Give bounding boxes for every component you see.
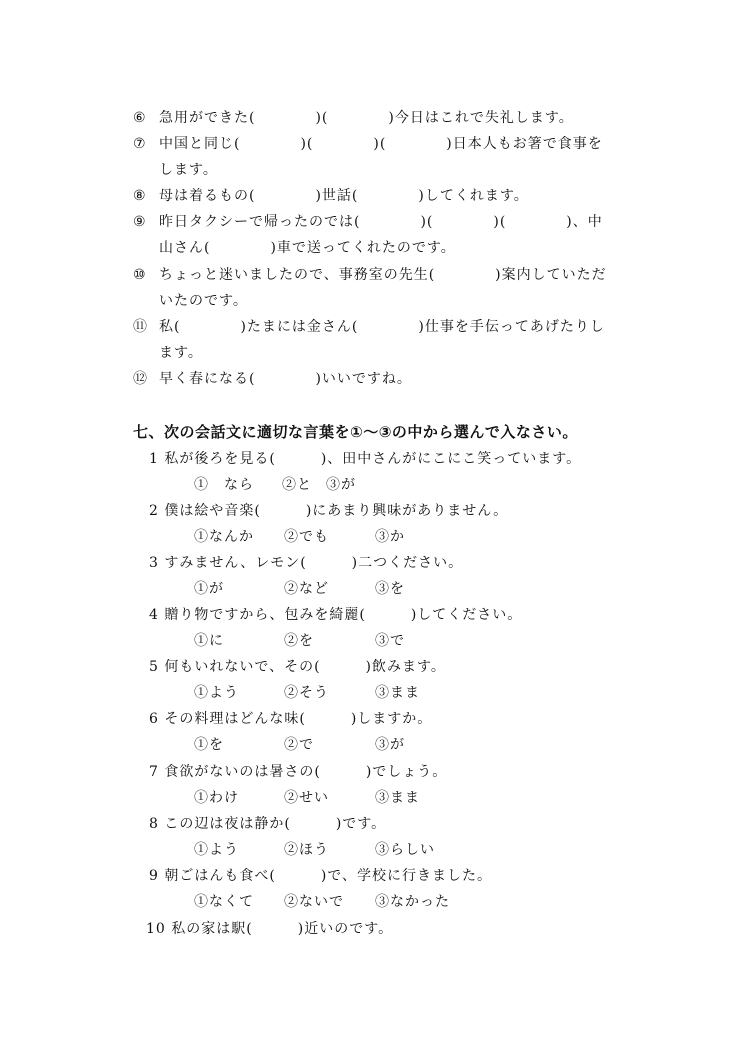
section-7-heading: 七、次の会話文に適切な言葉を①～③の中から選んで入なさい。 bbox=[133, 423, 578, 441]
item-9: ⑨ 昨日タクシーで帰ったのでは( )( )( )、中 bbox=[133, 214, 603, 230]
item-12: ⑫ 早く春になる( )いいですね。 bbox=[133, 371, 412, 387]
options-2: ①なんか ②でも ③か bbox=[194, 529, 405, 545]
options-7: ①わけ ②せい ③まま bbox=[194, 790, 420, 806]
question-8: 8 この辺は夜は静か( )です。 bbox=[149, 816, 387, 832]
question-3: 3 すみません、レモン( )二つください。 bbox=[149, 555, 464, 571]
item-8: ⑧ 母は着るもの( )世話( )してくれます。 bbox=[133, 188, 529, 204]
options-9: ①なくて ②ないで ③なかった bbox=[194, 894, 450, 910]
question-10: 10 私の家は駅( )近いのです。 bbox=[146, 921, 394, 937]
item-6: ⑥ 急用ができた( )( )今日はこれで失礼します。 bbox=[133, 110, 574, 126]
options-1: ① なら ②と ③が bbox=[194, 477, 356, 493]
question-5: 5 何もいれないで、その( )飲みます。 bbox=[149, 659, 446, 675]
item-7: ⑦ 中国と同じ( )( )( )日本人もお箸で食事を bbox=[133, 136, 603, 152]
item-11-cont: ます。 bbox=[159, 345, 203, 361]
question-6: 6 その料理はどんな味( )しますか。 bbox=[149, 711, 433, 727]
question-9: 9 朝ごはんも食べ( )で、学校に行きました。 bbox=[149, 868, 492, 884]
item-9-cont: 山さん( )車で送ってくれたのです。 bbox=[159, 240, 456, 256]
item-10: ⑩ ちょっと迷いましたので、事務室の先生( )案内していただ bbox=[133, 267, 607, 283]
question-7: 7 食欲がないのは暑さの( )でしょう。 bbox=[149, 764, 448, 780]
options-5: ①よう ②そう ③まま bbox=[194, 685, 420, 701]
item-10-cont: いたのです。 bbox=[159, 293, 248, 309]
question-4: 4 贈り物ですから、包みを綺麗( )してください。 bbox=[149, 607, 523, 623]
item-11: ⑪ 私( )たまには金さん( )仕事を手伝ってあげたりし bbox=[133, 319, 605, 335]
options-3: ①が ②など ③を bbox=[194, 581, 405, 597]
options-8: ①よう ②ほう ③らしい bbox=[194, 842, 435, 858]
question-2: 2 僕は絵や音楽( )にあまり興味がありません。 bbox=[149, 503, 509, 519]
options-6: ①を ②で ③が bbox=[194, 737, 405, 753]
options-4: ①に ②を ③で bbox=[194, 633, 405, 649]
item-7-cont: します。 bbox=[159, 162, 218, 178]
question-1: 1 私が後ろを見る( )、田中さんがにこにこ笑っています。 bbox=[149, 451, 582, 467]
